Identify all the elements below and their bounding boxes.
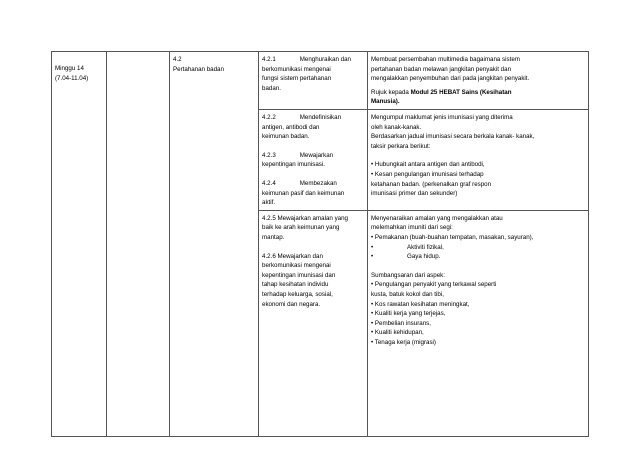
week-label: Minggu 14 <box>55 65 84 72</box>
activity-line: Mengumpul maklumat jenis imunisasi yang diterima <box>371 114 513 121</box>
activity-line: Menyenaraikan amalan yang mengalakkan atau <box>371 214 503 222</box>
lo-line: berkomunikasi mengenai <box>262 262 331 270</box>
lo-line: fungsi sistem pertahanan <box>262 75 332 83</box>
bullet-item: Aktiviti fizikal, <box>407 243 444 251</box>
lo-line: mantap. <box>262 233 285 241</box>
bullet-mark: • <box>371 253 374 261</box>
bullet-item-cont: kusta, batuk kokol dan tibi, <box>371 290 444 298</box>
bullet-item: • Kualiti kerja yang terjejas, <box>371 310 446 318</box>
lo-code: 4.2.2 <box>262 114 276 121</box>
lo-line: Menghuraikan dan <box>299 56 351 63</box>
lo-line: kepentingan imunisasi dan <box>262 271 336 279</box>
topic-title: Pertahanan badan <box>173 65 224 73</box>
learning-objective-cell <box>259 210 368 436</box>
table-row <box>52 52 589 110</box>
lo-head: Mendefinisikan <box>299 114 342 121</box>
lo-line: badan. <box>262 84 281 92</box>
reference-module-cont: Manusia). <box>371 98 400 106</box>
bullet-item: • Pemakanan (buah-buahan tempatan, masakan, sayuran), <box>371 233 534 241</box>
sub-heading: Sumbangsaran dari aspek: <box>371 271 445 279</box>
lo-line: keimunan pasif dan keimunan <box>262 189 345 197</box>
bullet-item-cont: imunisasi primer dan sekunder) <box>371 190 458 198</box>
reference-prefix: Rujuk kepada <box>371 88 411 96</box>
activity-line: oleh kanak-kanak. <box>371 123 422 131</box>
bullet-item: • Pembelian insurans, <box>371 319 431 327</box>
lo-line: 4.2.5 Mewajarkan amalan yang <box>262 214 348 222</box>
activity-cell <box>368 110 589 211</box>
topic-cell <box>170 52 259 437</box>
activity-cell <box>368 52 589 110</box>
learning-objective-cell <box>259 110 368 211</box>
bullet-item: • Pengulangan penyakit yang terkawal seperti <box>371 281 497 289</box>
empty-cell <box>107 52 170 437</box>
learning-objective-cell <box>259 52 368 110</box>
bullet-mark: • <box>371 243 374 251</box>
activity-line: pertahanan badan melawan jangkitan penyakit dan <box>371 65 512 73</box>
lo-line: kepentingan imunisasi. <box>262 161 325 169</box>
bullet-item: • Kualiti kehidupan, <box>371 329 424 337</box>
bullet-item: • Kesan pengulangan imunisasi terhadap <box>371 170 484 178</box>
reference-module: Modul 25 HEBAT Sains (Kesihatan <box>410 88 512 96</box>
lo-line: keimunan badan. <box>262 133 310 141</box>
bullet-item: • Hubungkait antara antigen dan antibodi, <box>371 161 485 169</box>
lo-line: terhadap keluarga, sosial, <box>262 290 333 298</box>
bullet-item: • Tenaga kerja (migrasi) <box>371 338 436 346</box>
activity-line: melemahkan imuniti dari segi: <box>371 224 453 232</box>
bullet-item-cont: ketahanan badan. (perkenalkan graf respon <box>371 180 492 188</box>
lo-line: aktif. <box>262 199 276 207</box>
activity-line: Berdasarkan jadual imunisasi secara berkala kanak- kanak, <box>371 133 535 141</box>
lo-code: 4.2.1 <box>262 56 276 63</box>
week-dates: (7.04-11.04) <box>55 74 89 82</box>
lo-head: Mewajarkan <box>299 151 334 159</box>
lo-line: berkomunikasi mengenai <box>262 65 331 73</box>
lo-code: 4.2.4 <box>262 179 276 187</box>
activity-line: Membuat persembahan multimedia bagaimana sistem <box>371 56 520 63</box>
lo-code: 4.2.3 <box>262 151 276 159</box>
bullet-item: • Kos rawatan kesihatan meningkat, <box>371 300 470 308</box>
lo-line: 4.2.6 Mewajarkan dan <box>262 252 323 260</box>
activity-line: mengalakkan penyembuhan dari pada jangkitan penyakit. <box>371 75 530 83</box>
lo-line: baik ke arah keimunan yang <box>262 224 340 232</box>
lo-line: tahap kesihatan individu <box>262 281 329 289</box>
lo-line: ekonomi dan negara. <box>262 300 321 308</box>
activity-line: taksir perkara berikut: <box>371 142 431 150</box>
lo-head: Membezakan <box>299 179 337 187</box>
topic-code: 4.2 <box>173 56 182 63</box>
lo-line: antigen, antibodi dan <box>262 123 320 131</box>
activity-cell <box>368 210 589 436</box>
bullet-item: Gaya hidup. <box>407 253 441 261</box>
scheme-of-work-table <box>51 51 589 437</box>
week-cell <box>52 52 107 437</box>
